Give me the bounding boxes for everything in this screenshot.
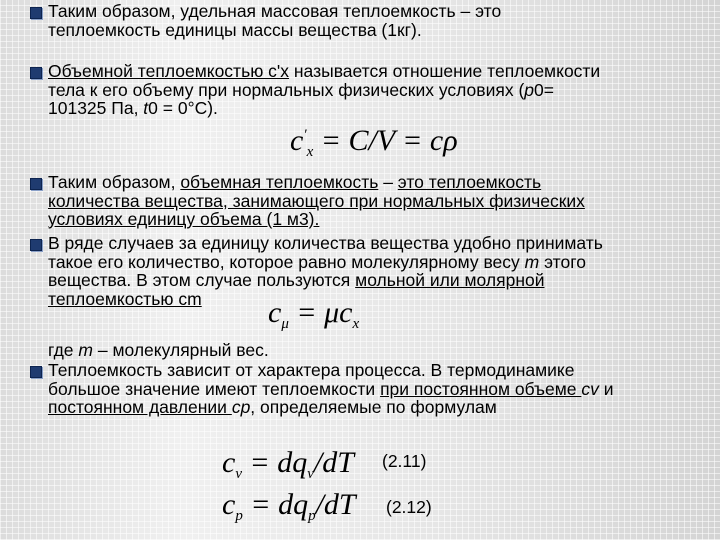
text-span: – молекулярный вес. [92, 340, 269, 360]
term-volumetric: объемная теплоемкость [180, 172, 379, 192]
equation-number-2-12: (2.12) [386, 497, 432, 517]
formula-text: = C/V = cρ [313, 124, 458, 157]
text-span: где [48, 340, 79, 360]
text-line [48, 173, 708, 192]
text-line [48, 253, 708, 272]
formula-cv [222, 448, 354, 489]
text-span: 0 = 0°С). [148, 98, 218, 118]
text-line: В ряде случаев за единицу количества вещества удобно принимать [48, 233, 603, 253]
text-line [48, 398, 708, 417]
term-volumetric-heat-capacity: Объемной теплоемкостью с'x [48, 61, 290, 81]
text-line: Таким образом, удельная массовая теплоемкость – это [48, 1, 502, 21]
equation-number-2-11: (2.11) [382, 451, 427, 471]
bullet-marker-icon [30, 239, 42, 251]
bullet-marker-icon [30, 67, 42, 79]
term-const-pressure: постоянном давлении [48, 397, 232, 417]
bullet-marker-icon [30, 7, 42, 19]
symbol-cv: cv [581, 378, 599, 399]
text-span: называется отношение теплоемкости [289, 61, 601, 81]
formula-text: c [222, 488, 236, 521]
bullet-1-text [48, 2, 708, 39]
text-line [48, 99, 708, 118]
formula-sub: v [235, 466, 242, 482]
text-span: вещества. В этом случае пользуются [48, 270, 356, 290]
text-line: условиях единицу объема (1 м3). [48, 209, 320, 229]
bullet-4-text [48, 234, 708, 308]
text-line: Теплоемкость зависит от характера процесса. В термодинамике [48, 360, 575, 380]
text-line: теплоемкостью cm [48, 288, 202, 309]
text-line [48, 271, 708, 290]
text-line [48, 380, 708, 399]
symbol-cp: cp [231, 397, 251, 417]
text-span: этого [539, 251, 586, 272]
where-line [48, 341, 708, 360]
bullet-5-text [48, 361, 708, 417]
text-line [48, 81, 708, 100]
term-const-volume: при постоянном объеме [380, 378, 582, 399]
formula-text: c [290, 124, 304, 157]
text-span: тела к его объему при нормальных физических условиях ( [48, 79, 525, 100]
text-span: Таким образом, [48, 172, 181, 192]
formula-text: = dq [242, 446, 308, 479]
formula-sub: x [352, 316, 360, 332]
formula-molar [268, 298, 359, 339]
text-span: , определяемые по формулам [250, 397, 497, 417]
text-span: большое значение имеют теплоемкости [48, 378, 381, 399]
text-line: количества вещества, занимающего при нормальных физических [48, 190, 585, 211]
formula-sub: x [306, 144, 314, 160]
bullet-3-text [48, 173, 708, 229]
formula-text: = μc [288, 296, 353, 329]
text-span: 101325 Па, [48, 98, 144, 118]
formula-text: c [222, 446, 236, 479]
formula-text: /dT [315, 488, 356, 521]
bullet-marker-icon [30, 366, 42, 378]
formula-sub: μ [281, 316, 289, 332]
symbol-m: m [524, 251, 540, 272]
formula-sub: p [235, 508, 243, 524]
symbol-p: р [524, 79, 535, 100]
text-line: теплоемкость единицы массы вещества (1кг). [48, 19, 422, 40]
symbol-t: t [143, 98, 149, 118]
formula-text: /dT [313, 446, 354, 479]
text-span: – [378, 172, 398, 192]
formula-volumetric [290, 120, 458, 167]
text-line [48, 62, 708, 81]
formula-sub: p [308, 508, 316, 524]
text-span: 0= [534, 79, 554, 100]
formula-text: c [268, 296, 282, 329]
text-span: это теплоемкость [397, 172, 542, 192]
formula-sub: v [307, 466, 314, 482]
bullet-marker-icon [30, 178, 42, 190]
formula-cp [222, 490, 356, 531]
text-span: такое его количество, которое равно молекулярному весу [48, 251, 525, 272]
bullet-2-text [48, 62, 708, 118]
text-span: и [598, 378, 614, 399]
formula-sup: ′ [303, 127, 307, 143]
formula-text: = dq [242, 488, 309, 521]
symbol-m: m [78, 340, 93, 360]
term-molar: мольной или молярной [355, 270, 545, 290]
